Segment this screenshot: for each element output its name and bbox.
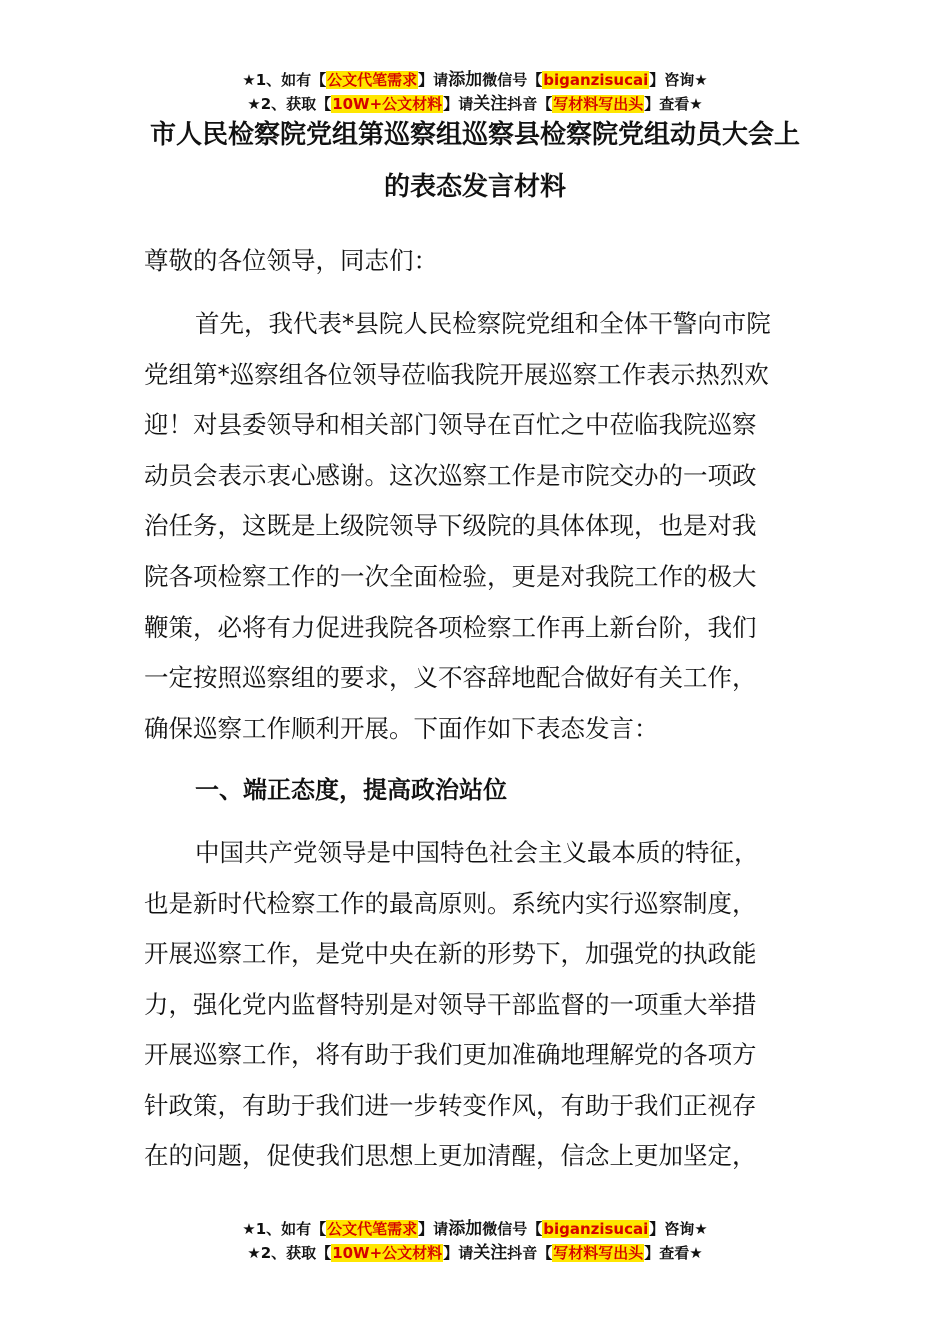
paragraph-line: 一定按照巡察组的要求，义不容辞地配合做好有关工作，: [144, 663, 757, 692]
ad-text: 】请: [418, 1220, 449, 1238]
paragraph-line: 开展巡察工作，将有助于我们更加准确地理解党的各项方: [144, 1040, 757, 1069]
ad-emphasis: 关注: [473, 1243, 508, 1263]
paragraph-line: 中国共产党领导是中国特色社会主义最本质的特征，: [195, 838, 759, 867]
ad-text: 】请: [418, 71, 449, 89]
ad-text: 微信号【: [482, 71, 543, 89]
ad-prefix: ★2、获取【: [247, 95, 332, 113]
ad-suffix: 】咨询★: [649, 71, 708, 89]
ad-highlight-wechat-id: biganzisucai: [543, 71, 649, 89]
ad-text: 抖音【: [507, 1244, 553, 1262]
ad-highlight-materials: 10W+公文材料: [332, 1244, 443, 1262]
ad-emphasis: 添加: [448, 1219, 483, 1239]
ad-suffix: 】查看★: [644, 1244, 703, 1262]
ad-prefix: ★2、获取【: [247, 1244, 332, 1262]
ad-prefix: ★1、如有【: [242, 1220, 327, 1238]
ad-suffix: 】查看★: [644, 95, 703, 113]
paragraph-line: 动员会表示衷心感谢。这次巡察工作是市院交办的一项政: [144, 461, 757, 490]
header-ad-line-1: [0, 70, 950, 90]
ad-text: 抖音【: [507, 95, 553, 113]
paragraph-line: 院各项检察工作的一次全面检验，更是对我院工作的极大: [144, 562, 757, 591]
ad-highlight-douyin-id: 写材料写出头: [553, 95, 644, 113]
ad-emphasis: 添加: [448, 70, 483, 90]
ad-suffix: 】咨询★: [649, 1220, 708, 1238]
paragraph-line: 开展巡察工作，是党中央在新的形势下，加强党的执政能: [144, 939, 757, 968]
paragraph-line: 确保巡察工作顺利开展。下面作如下表态发言：: [144, 714, 659, 743]
paragraph-line: 力，强化党内监督特别是对领导干部监督的一项重大举措: [144, 990, 757, 1019]
ad-text: 微信号【: [482, 1220, 543, 1238]
header-ad-line-2: [0, 94, 950, 114]
ad-highlight-service: 公文代笔需求: [327, 1220, 418, 1238]
document-title-line-1: 市人民检察院党组第巡察组巡察县检察院党组动员大会上: [149, 120, 800, 150]
paragraph-line: 迎！对县委领导和相关部门领导在百忙之中莅临我院巡察: [144, 410, 757, 439]
ad-highlight-materials: 10W+公文材料: [332, 95, 443, 113]
paragraph-line: 在的问题，促使我们思想上更加清醒，信念上更加坚定，: [144, 1141, 757, 1170]
ad-highlight-wechat-id: biganzisucai: [543, 1220, 649, 1238]
ad-highlight-douyin-id: 写材料写出头: [553, 1244, 644, 1262]
document-title-line-2: 的表态发言材料: [383, 172, 566, 202]
paragraph-line: 治任务，这既是上级院领导下级院的具体体现，也是对我: [144, 511, 757, 540]
paragraph-line: 针政策，有助于我们进一步转变作风，有助于我们正视存: [144, 1091, 757, 1120]
salutation: 尊敬的各位领导，同志们：: [144, 246, 438, 275]
ad-text: 】请: [443, 95, 474, 113]
paragraph-line: 鞭策，必将有力促进我院各项检察工作再上新台阶，我们: [144, 613, 757, 642]
section-heading-1: 一、端正态度，提高政治站位: [195, 776, 507, 804]
paragraph-line: 也是新时代检察工作的最高原则。系统内实行巡察制度，: [144, 889, 757, 918]
footer-ad-line-2: [0, 1243, 950, 1263]
footer-ad-line-1: [0, 1219, 950, 1239]
ad-emphasis: 关注: [473, 94, 508, 114]
ad-highlight-service: 公文代笔需求: [327, 71, 418, 89]
ad-prefix: ★1、如有【: [242, 71, 327, 89]
paragraph-line: 首先，我代表*县院人民检察院党组和全体干警向市院: [195, 309, 771, 338]
paragraph-line: 党组第*巡察组各位领导莅临我院开展巡察工作表示热烈欢: [144, 360, 769, 389]
ad-text: 】请: [443, 1244, 474, 1262]
